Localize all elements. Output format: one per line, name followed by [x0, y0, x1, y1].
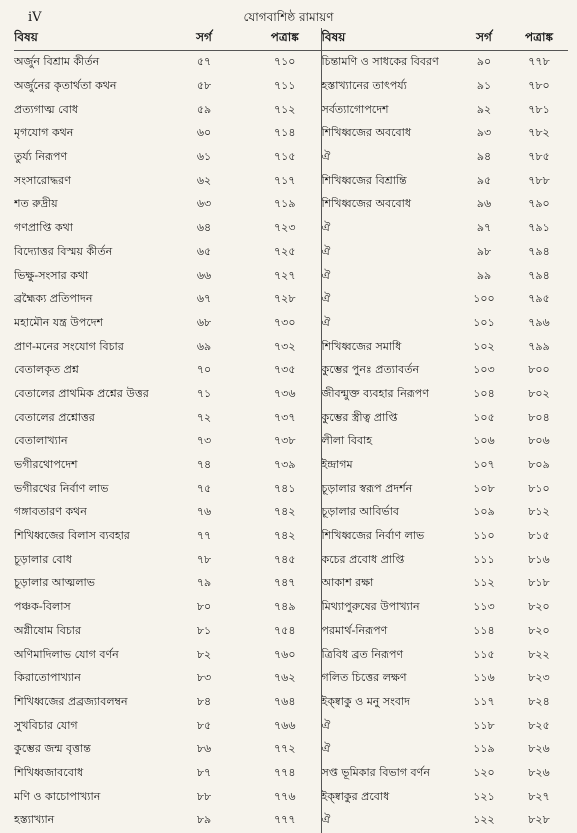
entry-sarga: ৬৯ — [196, 339, 212, 353]
entry-topic: চূড়ালার আত্মলাভ — [14, 576, 95, 590]
entry-page: ৭৬৬ — [274, 718, 296, 732]
entry-topic: প্রাণ-মনের সংযোগ বিচার — [14, 339, 124, 353]
entry-sarga: ৬১ — [196, 150, 212, 164]
entry-page-2: ৮২৪ — [528, 694, 550, 708]
entry-sarga: ৬০ — [196, 126, 212, 140]
entry-topic-2: ত্রিবিধ ব্রত নিরূপণ — [321, 643, 458, 667]
entry-sarga-2: ৯৭ — [476, 221, 492, 235]
entry-page-2: ৮২৬ — [528, 742, 550, 756]
entry-sarga: ৭৭ — [196, 529, 212, 543]
entry-page: ৭৭২ — [274, 742, 296, 756]
entry-sarga-2: ১২০ — [473, 765, 495, 779]
entry-sarga: ৬৭ — [196, 292, 212, 306]
table-row — [14, 383, 568, 407]
entry-page: ৭৬২ — [274, 671, 296, 685]
table-row — [14, 406, 568, 430]
entry-topic-2: পরমার্থ-নিরূপণ — [321, 620, 458, 644]
entry-topic-2: ঐ — [321, 241, 458, 265]
entry-topic-2: হস্তাখ্যানের তাৎপর্য্য — [321, 75, 458, 99]
entry-topic-2: সর্বত্যাগোপদেশ — [321, 98, 458, 122]
running-title: যোগবাশিষ্ঠ রামায়ণ — [243, 10, 334, 24]
entry-page: ৭২৮ — [274, 292, 296, 306]
entry-page: ৭৭৬ — [274, 789, 296, 803]
table-row — [14, 572, 568, 596]
entry-topic: বেতালাখ্যান — [14, 434, 68, 448]
entry-sarga: ৬৮ — [196, 315, 212, 329]
table-row — [14, 667, 568, 691]
entry-sarga-2: ১১১ — [473, 552, 495, 566]
entry-page-2: ৭৮০ — [528, 79, 550, 93]
entry-topic: গণপ্রাপ্তি কথা — [14, 221, 73, 235]
entry-page-2: ৮২০ — [528, 623, 550, 637]
entry-sarga-2: ১১৭ — [473, 694, 495, 708]
table-row — [14, 430, 568, 454]
entry-topic-2: জীবন্মুক্ত ব্যবহার নিরূপণ — [321, 383, 458, 407]
contents-body — [14, 51, 568, 833]
entry-topic: ভিক্ষু-সংসার কথা — [14, 268, 89, 282]
entry-page: ৭১৯ — [274, 197, 296, 211]
entry-page: ৭১২ — [274, 102, 296, 116]
entry-topic: অগ্নীষোম বিচার — [14, 623, 82, 637]
entry-topic-2: ঐ — [321, 217, 458, 241]
entry-sarga: ৮৭ — [196, 765, 212, 779]
table-row — [14, 762, 568, 786]
table-row — [14, 264, 568, 288]
entry-topic: পঞ্চক-বিলাস — [14, 600, 71, 614]
table-row — [14, 477, 568, 501]
entry-page: ৭১১ — [274, 79, 296, 93]
table-row — [14, 525, 568, 549]
entry-sarga: ৮৬ — [196, 742, 212, 756]
entry-sarga-2: ৯৬ — [476, 197, 492, 211]
table-row — [14, 691, 568, 715]
entry-sarga-2: ১০৭ — [473, 458, 495, 472]
entry-page-2: ৮০৬ — [528, 434, 550, 448]
entry-topic-2: চূড়ালার স্বরূপ প্রদর্শন — [321, 477, 458, 501]
entry-page: ৭৩৮ — [274, 434, 296, 448]
entry-topic-2: কচের প্রবোধ প্রাপ্তি — [321, 548, 458, 572]
table-row — [14, 241, 568, 265]
entry-sarga: ৮০ — [196, 600, 212, 614]
entry-topic-2: শিখিধ্বজের সমাধি — [321, 335, 458, 359]
entry-page: ৭৩৯ — [274, 458, 296, 472]
entry-page-2: ৮০৯ — [528, 458, 550, 472]
entry-page-2: ৭৯৫ — [528, 292, 550, 306]
entry-page: ৭২৭ — [274, 268, 296, 282]
entry-topic-2: সপ্ত ভূমিকার বিভাগ বর্ণন — [321, 762, 458, 786]
entry-sarga-2: ১১৪ — [473, 623, 495, 637]
entry-topic: শিখিধ্বজের বিলাস ব্যবহার — [14, 529, 130, 543]
entry-topic: মৃগযোগ কথন — [14, 126, 74, 140]
entry-sarga-2: ১০৩ — [473, 363, 495, 377]
entry-page: ৭৩৭ — [274, 410, 296, 424]
entry-page: ৭১০ — [274, 55, 296, 69]
entry-topic-2: চিন্তামণি ও সাধকের বিবরণ — [321, 51, 458, 75]
entry-topic-2: গলিত চিত্তের লক্ষণ — [321, 667, 458, 691]
entry-page: ৭৪২ — [274, 529, 296, 543]
column-header-topic: বিষয় — [14, 28, 159, 51]
table-row — [14, 785, 568, 809]
entry-topic-2: শিখিধ্বজের অববোধ — [321, 122, 458, 146]
entry-sarga-2: ১০৮ — [473, 481, 495, 495]
entry-sarga-2: ৯৪ — [476, 150, 492, 164]
entry-page-2: ৮২৭ — [528, 789, 550, 803]
entry-page: ৭৩৫ — [274, 363, 296, 377]
entry-topic-2: ইন্দ্রাগম — [321, 454, 458, 478]
entry-sarga: ৭০ — [196, 363, 212, 377]
table-row — [14, 98, 568, 122]
entry-page-2: ৮২৮ — [528, 813, 550, 827]
entry-page-2: ৮১২ — [528, 505, 550, 519]
entry-page: ৭৩৬ — [274, 386, 296, 400]
entry-sarga-2: ১১২ — [473, 576, 495, 590]
entry-page: ৭৭৪ — [274, 765, 296, 779]
entry-sarga: ৫৯ — [196, 102, 212, 116]
column-header-row — [14, 28, 568, 51]
entry-topic: কুম্ভের জন্ম বৃত্তান্ত — [14, 742, 91, 756]
entry-page-2: ৮০২ — [528, 386, 550, 400]
entry-topic: মহামৌন যন্ত্র উপদেশ — [14, 315, 104, 329]
entry-topic-2: মিথ্যাপুরুষের উপাখ্যান — [321, 596, 458, 620]
entry-sarga: ৬৪ — [196, 221, 212, 235]
entry-sarga-2: ১০৫ — [473, 410, 495, 424]
entry-sarga: ৮৮ — [196, 789, 212, 803]
entry-topic-2: লীলা বিবাহ — [321, 430, 458, 454]
entry-topic: হস্ত্যাখ্যান — [14, 813, 55, 827]
entry-page: ৭৪৫ — [274, 552, 296, 566]
entry-sarga-2: ১১০ — [473, 529, 495, 543]
entry-topic: অর্জুন বিশ্রাম কীর্তন — [14, 55, 100, 69]
table-row — [14, 501, 568, 525]
entry-page-2: ৮১৬ — [528, 552, 550, 566]
entry-topic-2: ঐ — [321, 312, 458, 336]
entry-sarga: ৭২ — [196, 410, 212, 424]
entry-sarga-2: ৯০ — [476, 55, 492, 69]
entry-page: ৭৪১ — [274, 481, 296, 495]
entry-topic: কিরাতোপাখ্যান — [14, 671, 81, 685]
entry-page-2: ৭৯৯ — [528, 339, 550, 353]
entry-page: ৭১৭ — [274, 173, 296, 187]
entry-topic: বেতালের প্রাথমিক প্রশ্নের উত্তর — [14, 386, 149, 400]
entry-sarga: ৬৬ — [196, 268, 212, 282]
entry-sarga: ৬৩ — [196, 197, 212, 211]
column-header-topic-2: বিষয় — [321, 28, 458, 51]
entry-sarga-2: ১১৫ — [473, 647, 495, 661]
entry-topic: শিখিধ্বজের প্রব্রজ্যাবলম্বন — [14, 694, 128, 708]
entry-topic-2: আকাশ রক্ষা — [321, 572, 458, 596]
entry-sarga: ৫৭ — [196, 55, 212, 69]
entry-topic-2: শিখিধ্বজের অববোধ — [321, 193, 458, 217]
entry-sarga-2: ৯৮ — [476, 244, 492, 258]
table-row — [14, 193, 568, 217]
entry-page-2: ৭৮২ — [528, 126, 550, 140]
entry-page-2: ৮১৫ — [528, 529, 550, 543]
entry-sarga: ৬২ — [196, 173, 212, 187]
column-header-page-2: পত্রাঙ্ক — [510, 28, 568, 51]
entry-sarga: ৮৫ — [196, 718, 212, 732]
entry-page-2: ৭৭৮ — [528, 55, 550, 69]
entry-topic: বেতালের প্রশ্নোত্তর — [14, 410, 95, 424]
table-row — [14, 312, 568, 336]
table-row — [14, 122, 568, 146]
entry-sarga-2: ১১৯ — [473, 742, 495, 756]
table-row — [14, 548, 568, 572]
table-row — [14, 75, 568, 99]
entry-topic: চূড়ালার বোধ — [14, 552, 72, 566]
column-header-sarga: সর্গ — [159, 28, 249, 51]
entry-page-2: ৭৮৮ — [528, 173, 550, 187]
entry-page: ৭৬০ — [274, 647, 296, 661]
entry-sarga: ৮৪ — [196, 694, 212, 708]
entry-sarga: ৭৪ — [196, 458, 212, 472]
entry-sarga-2: ৯১ — [476, 79, 492, 93]
entry-topic-2: ইক্ষ্বাকুর প্রবোধ — [321, 785, 458, 809]
entry-sarga-2: ৯৯ — [476, 268, 492, 282]
entry-sarga-2: ১২১ — [473, 789, 495, 803]
entry-page: ৭১৪ — [274, 126, 296, 140]
entry-topic: মণি ও কাচোপাখ্যান — [14, 789, 101, 803]
entry-topic-2: চূড়ালার আবির্ভাব — [321, 501, 458, 525]
table-row — [14, 596, 568, 620]
entry-topic-2: কুম্ভের স্ত্রীত্ব প্রাপ্তি — [321, 406, 458, 430]
entry-page: ৭৩২ — [274, 339, 296, 353]
entry-topic: ভগীরথোপদেশ — [14, 458, 78, 472]
entry-topic-2: ইক্ষ্বাকু ও মনু সংবাদ — [321, 691, 458, 715]
entry-sarga: ৮২ — [196, 647, 212, 661]
entry-sarga-2: ১০৯ — [473, 505, 495, 519]
entry-sarga-2: ১০৪ — [473, 386, 495, 400]
entry-topic-2: ঐ — [321, 809, 458, 833]
entry-topic: সুখবিচার যোগ — [14, 718, 78, 732]
entry-sarga: ৬৫ — [196, 244, 212, 258]
table-row — [14, 454, 568, 478]
entry-topic-2: শিখিধ্বজের নির্বাণ লাভ — [321, 525, 458, 549]
entry-sarga: ৭৫ — [196, 481, 212, 495]
table-row — [14, 169, 568, 193]
entry-sarga: ৫৮ — [196, 79, 212, 93]
entry-topic: শিখিধ্বজাববোধ — [14, 765, 84, 779]
entry-topic-2: শিখিধ্বজের বিশ্রান্তি — [321, 169, 458, 193]
column-header-page: পত্রাঙ্ক — [249, 28, 321, 51]
table-row — [14, 714, 568, 738]
entry-sarga: ৭৬ — [196, 505, 212, 519]
entry-page: ৭১৫ — [274, 150, 296, 164]
entry-topic: ভগীরথের নির্বাণ লাভ — [14, 481, 109, 495]
table-row — [14, 146, 568, 170]
entry-page-2: ৮১০ — [528, 481, 550, 495]
entry-sarga-2: ১১৩ — [473, 600, 495, 614]
entry-page-2: ৭৯০ — [528, 197, 550, 211]
entry-page-2: ৭৮৫ — [528, 150, 550, 164]
entry-topic: তুর্য্য নিরূপণ — [14, 150, 68, 164]
entry-page-2: ৮২৩ — [528, 671, 550, 685]
entry-page: ৭৬৪ — [274, 694, 296, 708]
table-row — [14, 809, 568, 833]
entry-topic: শত রুদ্রীয় — [14, 197, 58, 211]
entry-topic: বিদ্যোত্তর বিস্ময় কীর্তন — [14, 244, 113, 258]
table-row — [14, 738, 568, 762]
entry-sarga: ৭৯ — [196, 576, 212, 590]
entry-topic: সংসারোদ্ধরণ — [14, 173, 71, 187]
entry-sarga: ৮৩ — [196, 671, 212, 685]
entry-page-2: ৮১৮ — [528, 576, 550, 590]
entry-topic-2: ঐ — [321, 264, 458, 288]
table-row — [14, 620, 568, 644]
entry-topic: প্রত্যগাত্ম বোধ — [14, 102, 79, 116]
entry-page: ৭৪৭ — [274, 576, 296, 590]
table-row — [14, 288, 568, 312]
entry-page: ৭২৩ — [274, 221, 296, 235]
entry-page: ৭৩০ — [274, 315, 296, 329]
entry-page-2: ৮২৫ — [528, 718, 550, 732]
entry-sarga-2: ১০৬ — [473, 434, 495, 448]
entry-topic: গঙ্গাবতারণ কথন — [14, 505, 87, 519]
entry-page-2: ৮০৪ — [528, 410, 550, 424]
entry-sarga: ৭১ — [196, 386, 212, 400]
entry-page-2: ৭৯৬ — [528, 315, 550, 329]
entry-topic: অর্জুনের কৃতার্থতা কথন — [14, 79, 117, 93]
entry-page-2: ৭৯১ — [528, 221, 550, 235]
table-row — [14, 335, 568, 359]
column-header-sarga-2: সর্গ — [458, 28, 510, 51]
entry-page: ৭৭৭ — [274, 813, 296, 827]
entry-sarga-2: ৯৩ — [476, 126, 492, 140]
entry-topic-2: ঐ — [321, 288, 458, 312]
table-row — [14, 359, 568, 383]
entry-page-2: ৮২২ — [528, 647, 550, 661]
entry-sarga: ৭৮ — [196, 552, 212, 566]
entry-topic: বেতালকৃত প্রশ্ন — [14, 363, 79, 377]
entry-page: ৭৪৯ — [274, 600, 296, 614]
entry-topic-2: কুম্ভের পুনঃ প্রত্যাবর্তন — [321, 359, 458, 383]
entry-sarga: ৮১ — [196, 623, 212, 637]
entry-page: ৭৫৪ — [274, 623, 296, 637]
entry-topic-2: ঐ — [321, 714, 458, 738]
entry-topic-2: ঐ — [321, 146, 458, 170]
entry-sarga-2: ১০১ — [473, 315, 495, 329]
entry-page-2: ৭৯৪ — [528, 268, 550, 282]
entry-sarga-2: ১০০ — [473, 292, 495, 306]
entry-topic: ব্রহ্মৈক্য প্রতিপাদন — [14, 292, 93, 306]
table-row — [14, 643, 568, 667]
table-row — [14, 217, 568, 241]
entry-sarga-2: ১২২ — [473, 813, 495, 827]
entry-page-2: ৭৮১ — [528, 102, 550, 116]
entry-sarga: ৮৯ — [196, 813, 212, 827]
entry-page-2: ৮২০ — [528, 600, 550, 614]
table-row — [14, 51, 568, 75]
entry-page-2: ৮২৬ — [528, 765, 550, 779]
page-number: iV — [28, 10, 42, 25]
entry-sarga-2: ৯৫ — [476, 173, 492, 187]
entry-sarga-2: ১১৬ — [473, 671, 495, 685]
entry-page-2: ৮০০ — [528, 363, 550, 377]
entry-topic: অণিমাদিলাভ যোগ বর্ণন — [14, 647, 119, 661]
entry-sarga-2: ৯২ — [476, 102, 492, 116]
entry-sarga: ৭৩ — [196, 434, 212, 448]
entry-page: ৭২৫ — [274, 244, 296, 258]
entry-page: ৭৪২ — [274, 505, 296, 519]
entry-topic-2: ঐ — [321, 738, 458, 762]
entry-page-2: ৭৯৪ — [528, 244, 550, 258]
entry-sarga-2: ১১৮ — [473, 718, 495, 732]
entry-sarga-2: ১০২ — [473, 339, 495, 353]
contents-table — [14, 28, 568, 833]
